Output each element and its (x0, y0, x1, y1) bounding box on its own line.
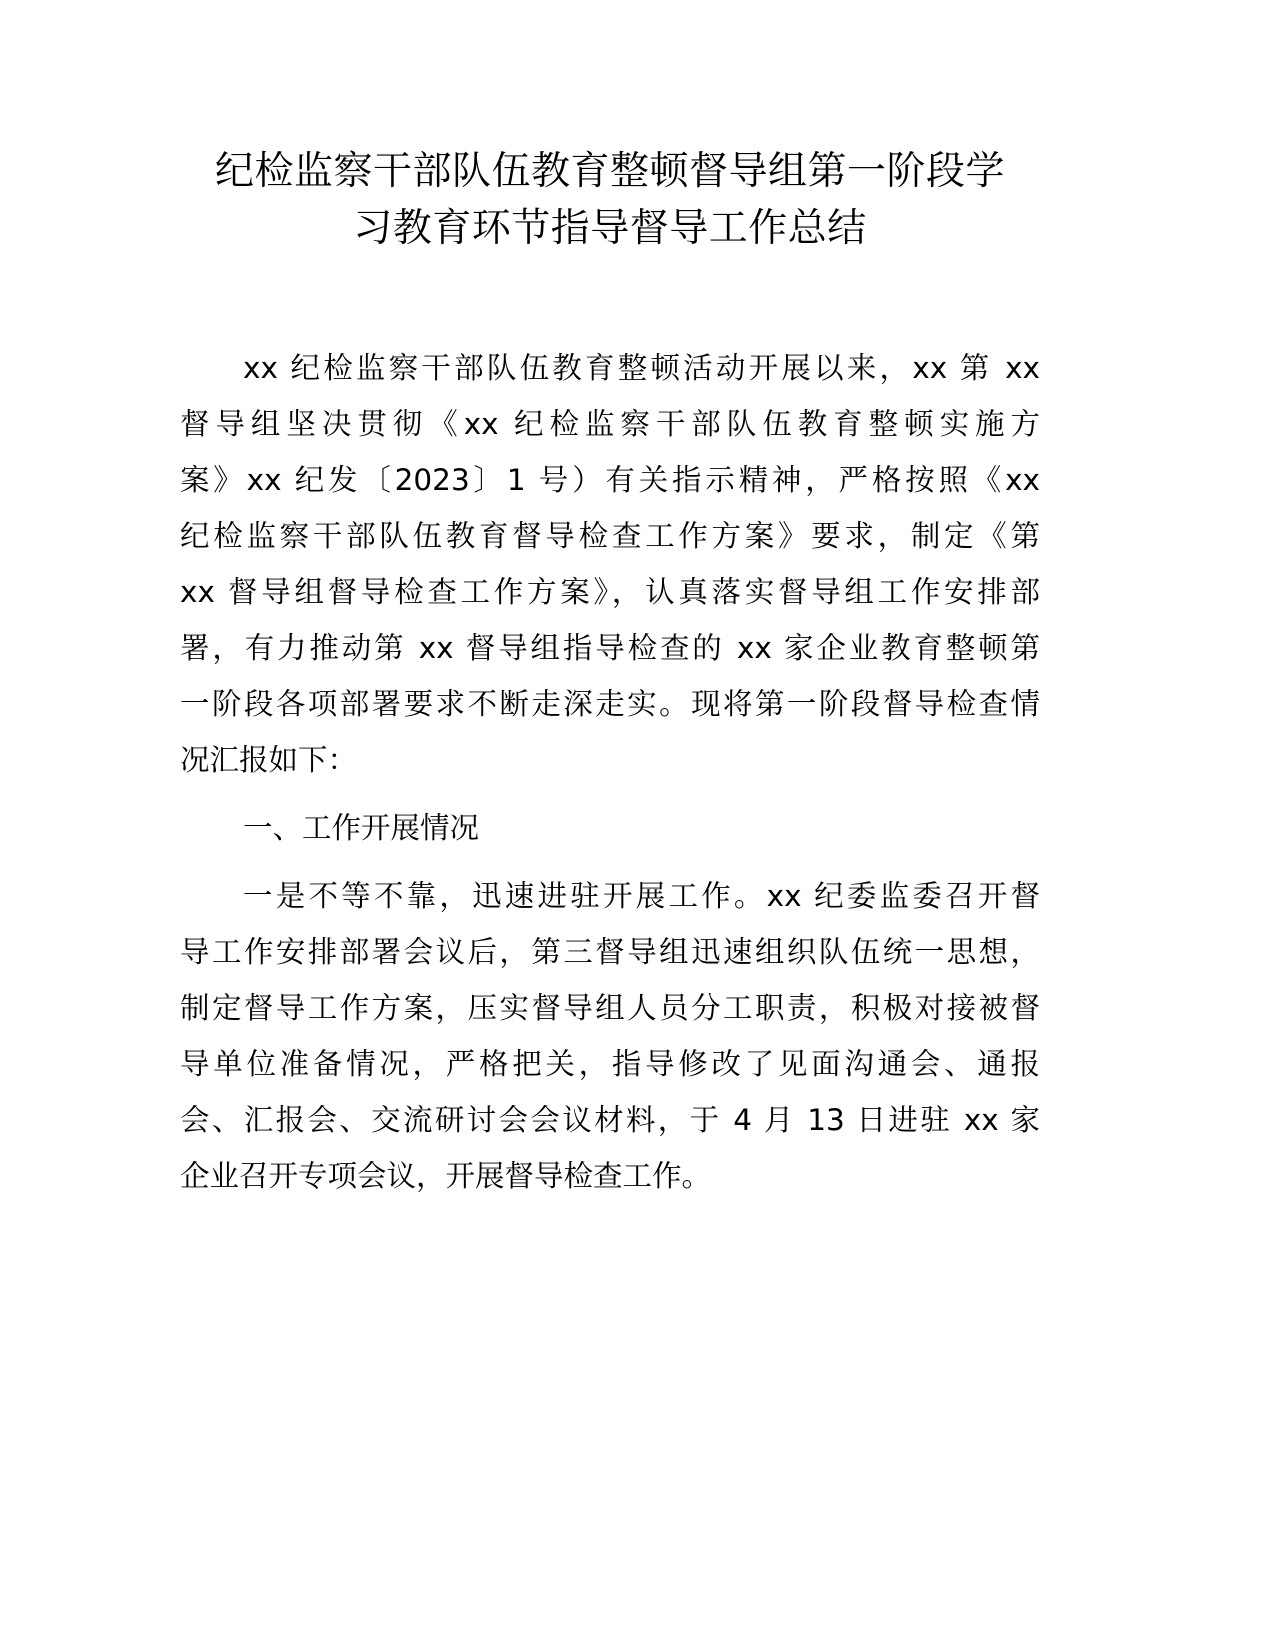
title-line-1: 纪检监察干部队伍教育整顿督导组第一阶段学 (214, 149, 1005, 194)
title-line-2: 习教育环节指导督导工作总结 (353, 206, 867, 251)
paragraph-line: 署，有力推动第 xx 督导组指导检查的 xx 家企业教育整顿第 (180, 631, 1040, 665)
paragraph-line: 一阶段各项部署要求不断走深走实。现将第一阶段督导检查情 (180, 687, 1040, 721)
paragraph-line: xx 纪检监察干部队伍教育整顿活动开展以来，xx 第 xx (243, 351, 1040, 385)
paragraph-line: xx 督导组督导检查工作方案》，认真落实督导组工作安排部 (180, 575, 1040, 609)
intro-paragraph (180, 340, 1040, 788)
paragraph-line: 督导组坚决贯彻《xx 纪检监察干部队伍教育整顿实施方 (180, 407, 1040, 441)
paragraph-line: 况汇报如下： (180, 743, 358, 777)
paragraph-line: 会、汇报会、交流研讨会会议材料，于 4 月 13 日进驻 xx 家 (180, 1103, 1040, 1137)
section-heading-text: 一、工作开展情况 (243, 811, 480, 845)
paragraph-line: 导工作安排部署会议后，第三督导组迅速组织队伍统一思想， (180, 935, 1040, 969)
document-title (180, 143, 1040, 257)
section-paragraph (180, 868, 1040, 1204)
paragraph-line: 导单位准备情况，严格把关，指导修改了见面沟通会、通报 (180, 1047, 1040, 1081)
paragraph-line: 案》xx 纪发〔2023〕1 号）有关指示精神，严格按照《xx (180, 463, 1040, 497)
section-heading (180, 800, 1040, 856)
paragraph-line: 企业召开专项会议，开展督导检查工作。 (180, 1159, 712, 1193)
paragraph-line: 纪检监察干部队伍教育督导检查工作方案》要求，制定《第 (180, 519, 1040, 553)
document-body (180, 340, 1040, 1204)
paragraph-line: 一是不等不靠，迅速进驻开展工作。xx 纪委监委召开督 (243, 879, 1040, 913)
paragraph-line: 制定督导工作方案，压实督导组人员分工职责，积极对接被督 (180, 991, 1040, 1025)
